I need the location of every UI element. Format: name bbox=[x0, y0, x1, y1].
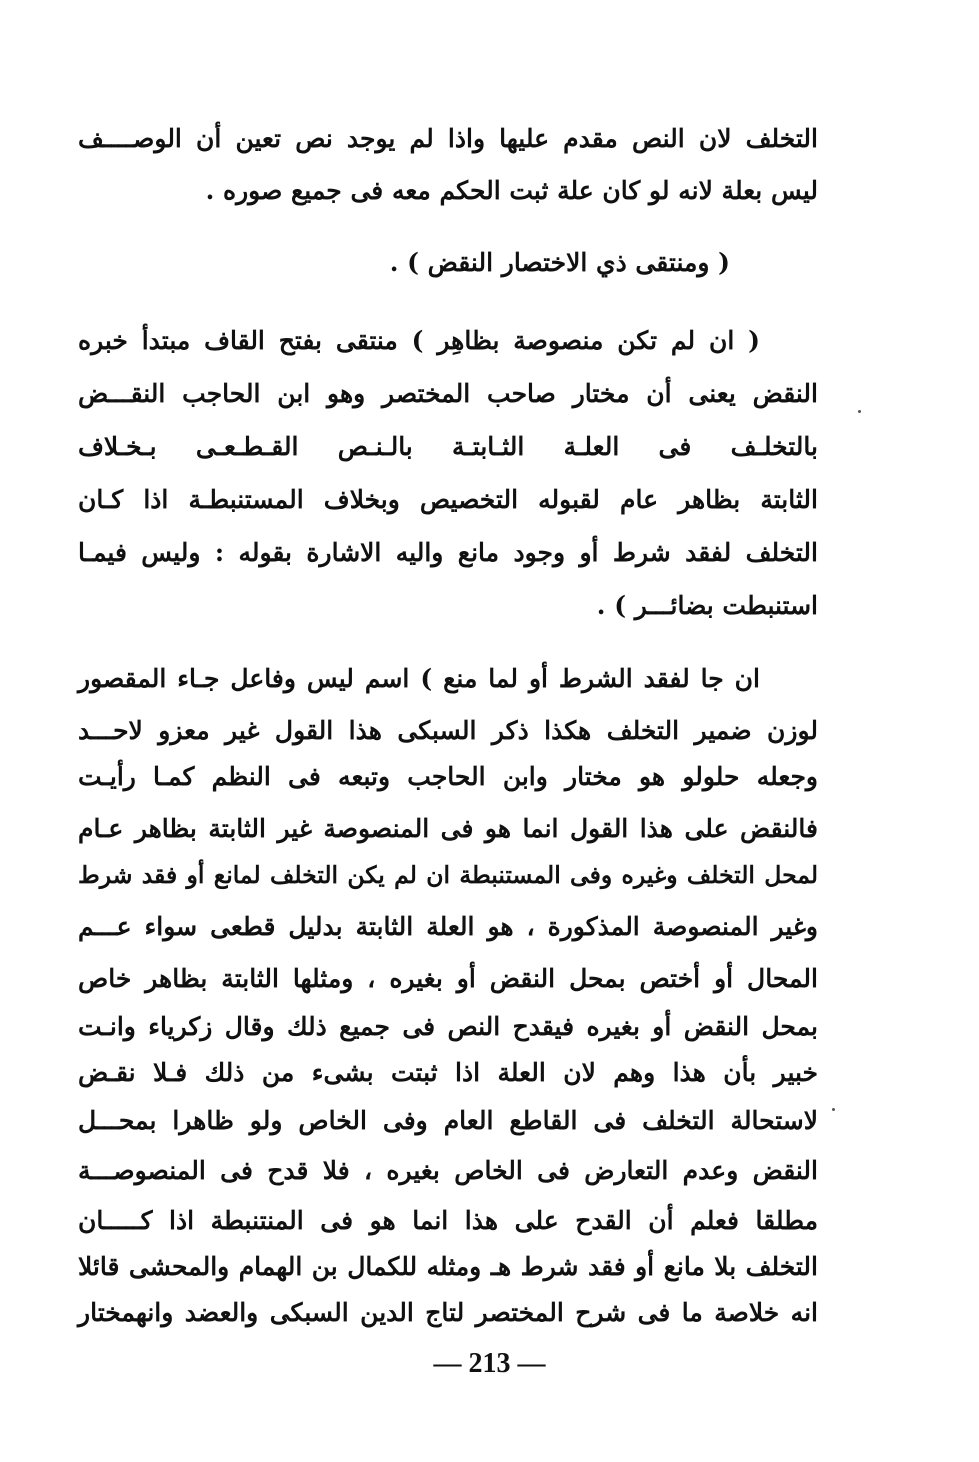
text-line: ( ان لم تكن منصوصة بظاهِر ) منتقى بفتح القاف مبتدأ خبره bbox=[78, 326, 760, 355]
text-line: وغير المنصوصة المذكورة ، هو العلة الثابتة بدليل قطعى سواء عـــم bbox=[78, 912, 818, 941]
page-number: — 213 — bbox=[433, 1348, 546, 1379]
text-line: النقض وعدم التعارض فى الخاص بغيره ، فلا قدح فى المنصوصـــة bbox=[78, 1156, 818, 1185]
text-line: خبير بأن هذا وهم لان العلة اذا ثبتت بشىء من ذلك فـلا نقـض bbox=[78, 1058, 818, 1087]
scan-speck bbox=[858, 410, 861, 413]
text-line: لمحل التخلف وغيره وفى المستنبطة ان لم يكن التخلف لمانع أو فقد شرط bbox=[78, 861, 818, 889]
text-line: التخلف لفقد شرط أو وجود مانع واليه الاشارة بقوله : وليس فيمـا bbox=[78, 538, 818, 567]
text-line: ان جا لفقد الشرط أو لما منع ) اسم ليس وفاعل جـاء المقصور bbox=[78, 664, 760, 693]
text-line: ليس بعلة لانه لو كان علة ثبت الحكم معه فى جميع صوره . bbox=[205, 176, 818, 205]
text-line: لاستحالة التخلف فى القاطع العام وفى الخاص ولو ظاهرا بمحـــل bbox=[78, 1106, 818, 1135]
text-line: النقض يعنى أن مختار صاحب المختصر وهو ابن الحاجب النقـــض bbox=[78, 379, 818, 408]
text-line: استنبطت بضائـــر ) . bbox=[596, 591, 818, 620]
paragraph-4 bbox=[78, 656, 818, 1336]
paragraph-3 bbox=[78, 318, 818, 629]
text-line: وجعله حلولو هو مختار وابن الحاجب وتبعه فى النظم كمـا رأيـت bbox=[78, 762, 818, 791]
text-line: مطلقا فعلم أن القدح على هذا انما هو فى المنتنبطة اذا كـــــان bbox=[78, 1206, 818, 1235]
verse-heading bbox=[360, 240, 730, 286]
text-line: بالتخلـف فى العلـة الثـابتـة بالـنـص القـطـعـى بـخـلاف bbox=[78, 432, 818, 461]
text-line: الثابتة بظاهر عام لقبوله التخصيص وبخلاف المستنبطـة اذا كـان bbox=[78, 485, 818, 514]
paragraph-1 bbox=[78, 116, 818, 214]
text-line: المحال أو أختص بمحل النقض أو بغيره ، ومثلها الثابتة بظاهر خاص bbox=[78, 964, 818, 993]
text-line: ( ومنتقى ذي الاختصار النقض ) . bbox=[389, 248, 730, 277]
text-line: بمحل النقض أو بغيره فيقدح النص فى جميع ذلك وقال زكرياء وانـت bbox=[78, 1012, 818, 1041]
text-line: انه خلاصة ما فى شرح المختصر لتاج الدين السبكى والعضد وانهمختار bbox=[78, 1298, 818, 1327]
text-line: لوزن ضمير التخلف هكذا ذكر السبكى هذا القول غير معزو لاحـــد bbox=[78, 716, 818, 745]
text-line: التخلف بلا مانع أو فقد شرط هـ ومثله للكمال بن الهمام والمحشى قائلا bbox=[78, 1252, 818, 1281]
text-line: التخلف لان النص مقدم عليها واذا لم يوجد نص تعين أن الوصــــف bbox=[78, 124, 818, 153]
text-line: فالنقض على هذا القول انما هو فى المنصوصة غير الثابتة بظاهر عـام bbox=[78, 814, 818, 843]
scan-speck bbox=[832, 1108, 835, 1111]
